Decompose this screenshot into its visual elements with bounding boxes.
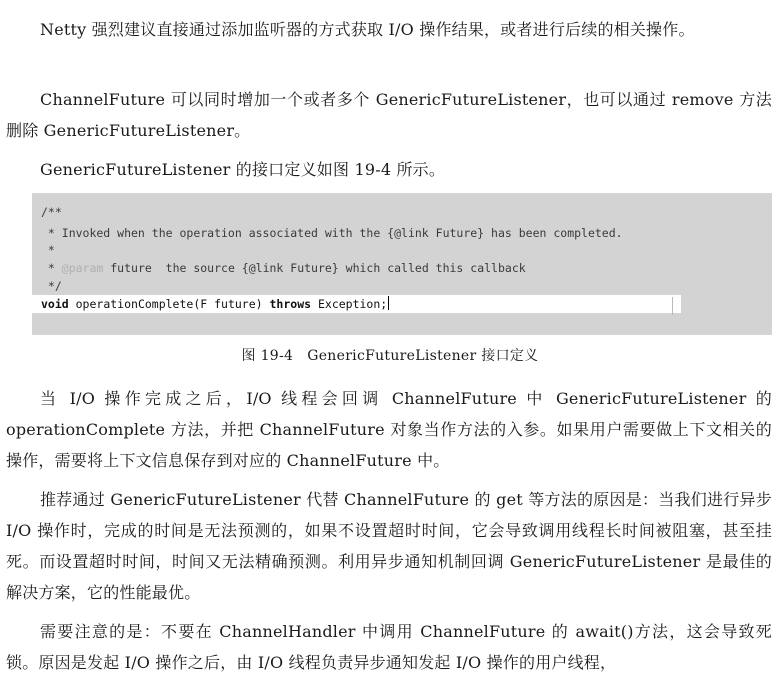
paragraph-deadlock-warning: 需要注意的是：不要在 ChannelHandler 中调用 ChannelFuture 的 await()方法，这会导致死锁。原因是发起 I/O 操作之后，由 I/O 线程负责异步通知发起 I/O 操作的用户线程， — [6, 622, 772, 672]
code-comment-description: * Invoked when the operation associated with the {@link Future} has been completed. — [41, 226, 623, 240]
code-comment-blank: * — [41, 243, 55, 257]
code-method-declaration — [32, 295, 681, 313]
code-param-prefix: * — [41, 261, 62, 275]
code-comment-param — [41, 259, 772, 277]
code-param-text: future the source {@link Future} which called this callback — [103, 261, 526, 275]
paragraph-listener-recommendation: Netty 强烈建议直接通过添加监听器的方式获取 I/O 操作结果，或者进行后续的相关操作。 — [40, 20, 695, 39]
paragraph-callback-explanation: 当 I/O 操作完成之后，I/O 线程会回调 ChannelFuture 中 GenericFutureListener 的 operationComplete 方法，并把 ChannelFuture 对象当作方法的入参。如果用户需要做上下文相关的操作，需要将上下文信息保存到对应的 ChannelFuture 中。 — [6, 389, 772, 470]
code-keyword-void: void — [41, 297, 69, 311]
figure-number: 图 19-4 — [241, 348, 294, 364]
code-param-annotation: @param — [61, 261, 104, 275]
code-figure — [32, 193, 772, 335]
figure-title: GenericFutureListener 接口定义 — [307, 348, 539, 364]
code-comment-close: */ — [41, 279, 62, 293]
code-comment-open: /** — [41, 205, 62, 219]
code-keyword-throws: throws — [269, 297, 312, 311]
paragraph-interface-intro: GenericFutureListener 的接口定义如图 19-4 所示。 — [40, 160, 446, 179]
code-method-signature: operationComplete(F future) — [68, 297, 270, 311]
paragraph-add-remove-listener: ChannelFuture 可以同时增加一个或者多个 GenericFutureListener，也可以通过 remove 方法删除 GenericFutureListener。 — [6, 90, 772, 140]
figure-caption — [0, 346, 780, 366]
paragraph-listener-advantage: 推荐通过 GenericFutureListener 代替 ChannelFuture 的 get 等方法的原因是：当我们进行异步 I/O 操作时，完成的时间是无法预测的，如果不设置超时时间，它会导致调用线程长时间被阻塞，甚至挂死。而设置超时时间，时间又无法精确预测。利用异步通知机制回调 GenericFutureListener 是最佳的解决方案，它的性能最优。 — [6, 490, 772, 602]
code-exception: Exception; — [311, 297, 388, 311]
text-cursor — [388, 296, 389, 310]
code-margin-divider — [672, 297, 673, 315]
